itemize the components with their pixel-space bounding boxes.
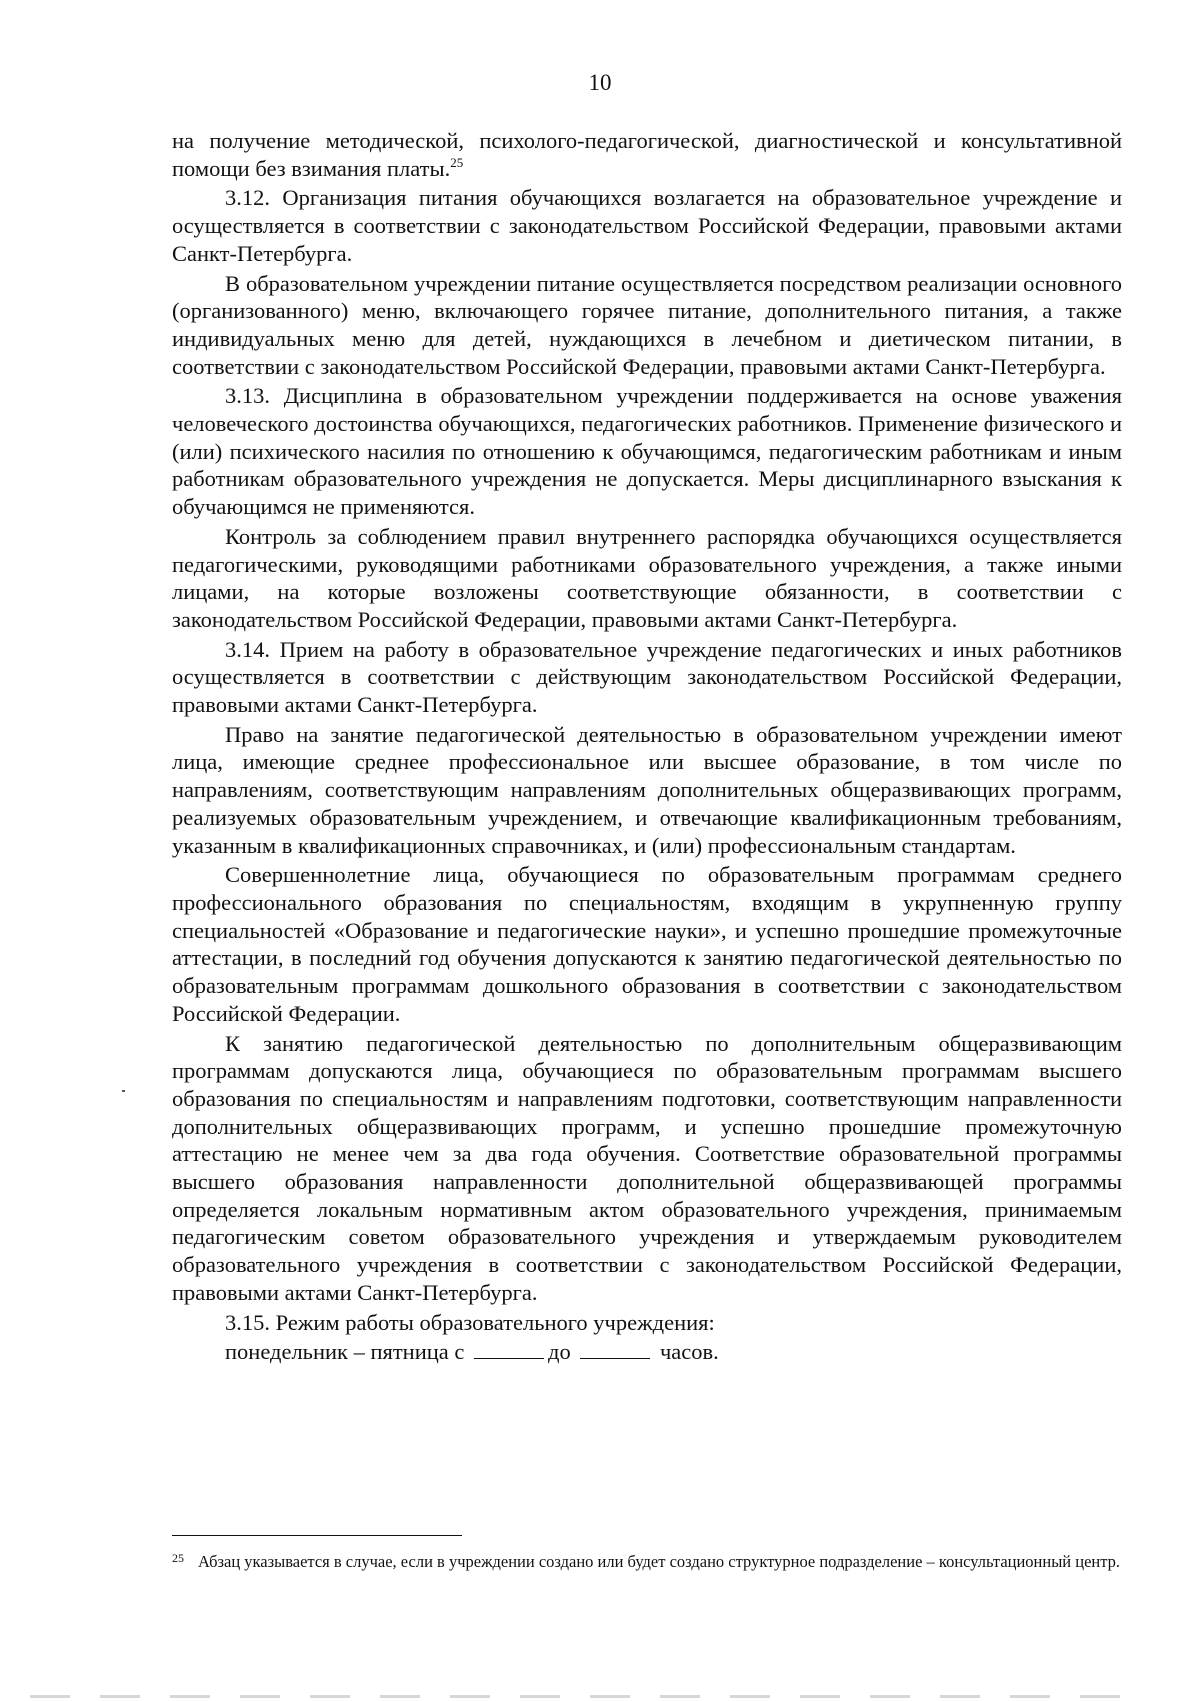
schedule-prefix: понедельник – пятница с <box>225 1339 465 1365</box>
schedule-suffix: часов. <box>659 1339 719 1365</box>
document-body <box>172 127 1122 1368</box>
paragraph-text: на получение методической, психолого-педагогической, диагностической и консультативной помощи без взимания платы. <box>172 128 1122 181</box>
scan-dot <box>122 1090 125 1092</box>
schedule-line <box>172 1338 1122 1366</box>
paragraph-adult-students: Совершеннолетние лица, обучающиеся по образовательным программам среднего профессионального образования по специальностям, входящим в укрупненную группу специальностей «Образование и педагогические науки», и успешно прошедшие промежуточные аттестации, в последний год обучения допускаются к занятию педагогической деятельностью по образовательным программам дошкольного образования в соответствии с законодательством Российской Федерации. <box>172 862 1122 1026</box>
paragraph-control: Контроль за соблюдением правил внутреннего распорядка обучающихся осуществляется педагогическими, руководящими работниками образовательного учреждения, а также иными лицами, на которые возложены соответствующие обязанности, в соответствии с законодательством Российской Федерации, правовыми актами Санкт-Петербурга. <box>172 523 1122 632</box>
page-number: 10 <box>588 70 612 95</box>
schedule-start-blank[interactable] <box>474 1340 544 1359</box>
paragraph-3-12: 3.12. Организация питания обучающихся возлагается на образовательное учреждение и осуществляется в соответствии с законодательством Российской Федерации, правовыми актами Санкт-Петербурга. <box>172 185 1122 266</box>
paragraph-nutrition: В образовательном учреждении питание осуществляется посредством реализации основного (организованного) меню, включающего горячее питание, дополнительного питания, а также индивидуальных меню для детей, нуждающихся в лечебном и диетическом питании, в соответствии с законодательством Российской Федерации, правовыми актами Санкт-Петербурга. <box>172 270 1122 379</box>
paragraph-3-13: 3.13. Дисциплина в образовательном учреждении поддерживается на основе уважения человеческого достоинства обучающихся, педагогических работников. Применение физического и (или) психического насилия по отношению к обучающимся, педагогическим работникам и иным работникам образовательного учреждения не допускается. Меры дисциплинарного взыскания к обучающимся не применяются. <box>172 383 1122 520</box>
footnote-reference: 25 <box>450 154 464 170</box>
schedule-end-blank[interactable] <box>580 1340 650 1359</box>
schedule-middle: до <box>548 1339 571 1365</box>
paragraph-3-14: 3.14. Прием на работу в образовательное учреждение педагогических и иных работников осуществляется в соответствии с действующим законодательством Российской Федерации, правовыми актами Санкт-Петербурга. <box>172 636 1122 718</box>
paragraph-higher-ed-students: К занятию педагогической деятельностью по дополнительным общеразвивающим программам допускаются лица, обучающиеся по образовательным программам высшего образования по специальностям и направлениям подготовки, соответствующим направленности дополнительных общеразвивающих программ, и успешно прошедшие промежуточную аттестацию не менее чем за два года обучения. Соответствие образовательной программы высшего образования направленности дополнительной общеразвивающей программы определяется локальным нормативным актом образовательного учреждения, принимаемым педагогическим советом образовательного учреждения и утверждаемым руководителем образовательного учреждения в соответствии с законодательством Российской Федерации, правовыми актами Санкт-Петербурга. <box>172 1030 1122 1305</box>
paragraph-3-15: 3.15. Режим работы образовательного учреждения: <box>225 1309 715 1335</box>
footnote-mark: 25 <box>172 1551 184 1565</box>
footnote-text: Абзац указывается в случае, если в учреждении создано или будет создано структурное подразделение – консультационный центр. <box>198 1552 1121 1571</box>
scan-edge-noise <box>30 1695 1130 1698</box>
footnote-divider <box>172 1535 462 1536</box>
paragraph-teaching-right: Право на занятие педагогической деятельностью в образовательном учреждении имеют лица, имеющие среднее профессиональное или высшее образование, в том числе по направлениям, соответствующим направлениям дополнительных общеразвивающих программ, реализуемых образовательным учреждением, и отвечающие квалификационным требованиям, указанным в квалификационных справочниках, и (или) профессиональным стандартам. <box>172 721 1122 858</box>
paragraph-continuation <box>172 127 1122 182</box>
footnote <box>172 1550 1122 1574</box>
